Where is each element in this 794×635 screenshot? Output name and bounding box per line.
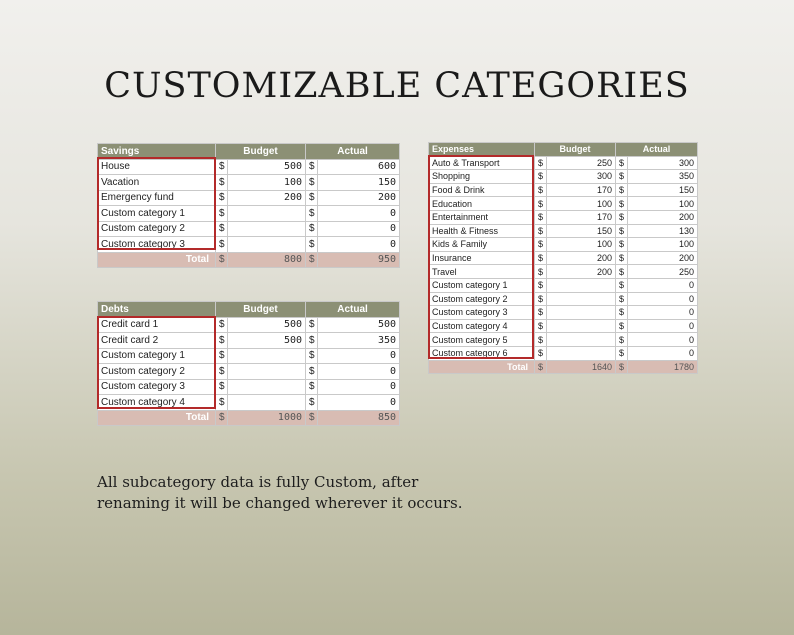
budget-value-cell[interactable] xyxy=(547,319,616,333)
column-header-category: Expenses xyxy=(429,143,535,157)
actual-value-cell[interactable]: 0 xyxy=(318,379,400,395)
actual-currency-cell[interactable]: $ xyxy=(616,346,628,360)
actual-currency-cell[interactable]: $ xyxy=(306,190,318,206)
budget-currency-cell[interactable]: $ xyxy=(216,237,228,253)
budget-value-cell[interactable]: 200 xyxy=(547,265,616,279)
budget-value-cell[interactable] xyxy=(547,306,616,320)
actual-value-cell[interactable]: 0 xyxy=(318,206,400,222)
category-name-cell[interactable]: Education xyxy=(429,197,535,211)
table-header-row xyxy=(98,144,400,160)
budget-currency-cell[interactable]: $ xyxy=(535,238,547,252)
total-actual-value: 950 xyxy=(318,252,400,268)
budget-value-cell[interactable] xyxy=(547,292,616,306)
table-row xyxy=(98,190,400,206)
actual-currency-cell[interactable]: $ xyxy=(306,348,318,364)
total-budget-value: 800 xyxy=(228,252,306,268)
budget-value-cell[interactable] xyxy=(228,206,306,222)
budget-currency-cell[interactable]: $ xyxy=(216,175,228,191)
actual-value-cell[interactable]: 200 xyxy=(318,190,400,206)
category-name-cell[interactable]: Custom category 3 xyxy=(98,379,216,395)
budget-currency-cell[interactable]: $ xyxy=(216,364,228,380)
actual-currency-cell[interactable]: $ xyxy=(306,159,318,175)
budget-value-cell[interactable]: 100 xyxy=(547,238,616,252)
budget-value-cell[interactable]: 150 xyxy=(547,224,616,238)
actual-currency-cell[interactable]: $ xyxy=(306,221,318,237)
table-row xyxy=(429,224,698,238)
total-actual-value: 850 xyxy=(318,410,400,426)
category-name-cell[interactable]: Custom category 1 xyxy=(98,348,216,364)
budget-currency-cell[interactable]: $ xyxy=(535,319,547,333)
column-header-budget: Budget xyxy=(216,302,306,318)
budget-value-cell[interactable]: 250 xyxy=(547,156,616,170)
actual-value-cell[interactable]: 150 xyxy=(628,183,698,197)
category-name-cell[interactable]: Custom category 4 xyxy=(98,395,216,411)
column-header-category: Savings xyxy=(98,144,216,160)
category-name-cell[interactable]: Custom category 3 xyxy=(429,306,535,320)
actual-currency-cell[interactable]: $ xyxy=(616,319,628,333)
actual-currency-cell[interactable]: $ xyxy=(306,237,318,253)
caption-line-2: renaming it will be changed wherever it occurs. xyxy=(97,494,463,512)
category-name-cell[interactable]: Credit card 2 xyxy=(98,333,216,349)
actual-value-cell[interactable]: 350 xyxy=(628,170,698,184)
actual-currency-cell[interactable]: $ xyxy=(616,210,628,224)
category-name-cell[interactable]: Food & Drink xyxy=(429,183,535,197)
budget-currency-cell[interactable]: $ xyxy=(535,292,547,306)
page-title: CUSTOMIZABLE CATEGORIES xyxy=(104,66,690,106)
table-row xyxy=(429,319,698,333)
actual-currency-cell[interactable]: $ xyxy=(616,224,628,238)
budget-currency-cell[interactable]: $ xyxy=(216,190,228,206)
budget-currency-cell[interactable]: $ xyxy=(535,265,547,279)
budget-value-cell[interactable] xyxy=(547,278,616,292)
budget-currency-cell[interactable]: $ xyxy=(216,317,228,333)
actual-value-cell[interactable]: 100 xyxy=(628,238,698,252)
total-actual-currency: $ xyxy=(306,410,318,426)
actual-value-cell[interactable]: 0 xyxy=(628,278,698,292)
actual-currency-cell[interactable]: $ xyxy=(616,251,628,265)
table-row xyxy=(98,379,400,395)
actual-value-cell[interactable]: 0 xyxy=(318,348,400,364)
actual-currency-cell[interactable]: $ xyxy=(306,175,318,191)
budget-value-cell[interactable] xyxy=(228,348,306,364)
budget-value-cell[interactable]: 500 xyxy=(228,333,306,349)
actual-currency-cell[interactable]: $ xyxy=(616,197,628,211)
budget-value-cell[interactable] xyxy=(228,221,306,237)
budget-value-cell[interactable] xyxy=(547,346,616,360)
actual-currency-cell[interactable]: $ xyxy=(306,206,318,222)
budget-value-cell[interactable] xyxy=(228,395,306,411)
actual-currency-cell[interactable]: $ xyxy=(306,317,318,333)
budget-value-cell[interactable] xyxy=(228,379,306,395)
actual-currency-cell[interactable]: $ xyxy=(306,395,318,411)
table-row xyxy=(429,183,698,197)
category-name-cell[interactable]: Custom category 2 xyxy=(98,221,216,237)
actual-value-cell[interactable]: 500 xyxy=(318,317,400,333)
category-name-cell[interactable]: Health & Fitness xyxy=(429,224,535,238)
budget-currency-cell[interactable]: $ xyxy=(216,206,228,222)
budget-currency-cell[interactable]: $ xyxy=(535,278,547,292)
total-budget-currency: $ xyxy=(216,410,228,426)
actual-currency-cell[interactable]: $ xyxy=(616,265,628,279)
total-row xyxy=(429,360,698,374)
category-name-cell[interactable]: Kids & Family xyxy=(429,238,535,252)
budget-value-cell[interactable]: 300 xyxy=(547,170,616,184)
total-actual-value: 1780 xyxy=(628,360,698,374)
table-row xyxy=(429,156,698,170)
budget-value-cell[interactable] xyxy=(228,364,306,380)
budget-value-cell[interactable]: 200 xyxy=(228,190,306,206)
column-header-budget: Budget xyxy=(535,143,616,157)
actual-currency-cell[interactable]: $ xyxy=(616,333,628,347)
actual-value-cell[interactable]: 0 xyxy=(318,395,400,411)
budget-currency-cell[interactable]: $ xyxy=(216,333,228,349)
budget-value-cell[interactable] xyxy=(228,237,306,253)
savings-table xyxy=(97,143,400,268)
category-name-cell[interactable]: Custom category 2 xyxy=(429,292,535,306)
budget-currency-cell[interactable]: $ xyxy=(535,210,547,224)
category-name-cell[interactable]: Auto & Transport xyxy=(429,156,535,170)
budget-currency-cell[interactable]: $ xyxy=(216,159,228,175)
total-budget-value: 1000 xyxy=(228,410,306,426)
table-row xyxy=(98,333,400,349)
actual-currency-cell[interactable]: $ xyxy=(306,333,318,349)
total-label: Total xyxy=(98,410,216,426)
table-row xyxy=(98,175,400,191)
table-row xyxy=(98,159,400,175)
actual-value-cell[interactable]: 100 xyxy=(628,197,698,211)
category-name-cell[interactable]: Custom category 4 xyxy=(429,319,535,333)
table-row xyxy=(429,251,698,265)
budget-currency-cell[interactable]: $ xyxy=(535,346,547,360)
category-name-cell[interactable]: Credit card 1 xyxy=(98,317,216,333)
category-name-cell[interactable]: House xyxy=(98,159,216,175)
table-row xyxy=(429,292,698,306)
column-header-actual: Actual xyxy=(616,143,698,157)
table-row xyxy=(98,348,400,364)
caption xyxy=(97,472,517,514)
category-name-cell[interactable]: Custom category 5 xyxy=(429,333,535,347)
budget-currency-cell[interactable]: $ xyxy=(216,379,228,395)
actual-value-cell[interactable]: 300 xyxy=(628,156,698,170)
category-name-cell[interactable]: Travel xyxy=(429,265,535,279)
category-name-cell[interactable]: Entertainment xyxy=(429,210,535,224)
category-name-cell[interactable]: Vacation xyxy=(98,175,216,191)
table-header-row xyxy=(98,302,400,318)
total-budget-currency: $ xyxy=(216,252,228,268)
category-name-cell[interactable]: Custom category 2 xyxy=(98,364,216,380)
actual-value-cell[interactable]: 0 xyxy=(318,364,400,380)
category-name-cell[interactable]: Custom category 3 xyxy=(98,237,216,253)
budget-currency-cell[interactable]: $ xyxy=(535,251,547,265)
budget-currency-cell[interactable]: $ xyxy=(535,306,547,320)
total-label: Total xyxy=(98,252,216,268)
budget-value-cell[interactable]: 500 xyxy=(228,159,306,175)
actual-value-cell[interactable]: 0 xyxy=(628,319,698,333)
table-row xyxy=(429,306,698,320)
table-row xyxy=(429,170,698,184)
table-row xyxy=(429,238,698,252)
actual-currency-cell[interactable]: $ xyxy=(616,170,628,184)
actual-currency-cell[interactable]: $ xyxy=(616,156,628,170)
total-row xyxy=(98,252,400,268)
total-budget-value: 1640 xyxy=(547,360,616,374)
actual-currency-cell[interactable]: $ xyxy=(616,238,628,252)
actual-value-cell[interactable]: 0 xyxy=(318,221,400,237)
budget-value-cell[interactable]: 500 xyxy=(228,317,306,333)
column-header-actual: Actual xyxy=(306,144,400,160)
debts-table xyxy=(97,301,400,426)
actual-value-cell[interactable]: 130 xyxy=(628,224,698,238)
column-header-category: Debts xyxy=(98,302,216,318)
actual-value-cell[interactable]: 0 xyxy=(628,292,698,306)
budget-value-cell[interactable]: 170 xyxy=(547,210,616,224)
actual-value-cell[interactable]: 150 xyxy=(318,175,400,191)
budget-currency-cell[interactable]: $ xyxy=(535,170,547,184)
actual-currency-cell[interactable]: $ xyxy=(616,183,628,197)
column-header-budget: Budget xyxy=(216,144,306,160)
total-actual-currency: $ xyxy=(306,252,318,268)
table-row xyxy=(429,346,698,360)
budget-currency-cell[interactable]: $ xyxy=(216,348,228,364)
table-row xyxy=(429,210,698,224)
table-row xyxy=(429,197,698,211)
category-name-cell[interactable]: Custom category 1 xyxy=(429,278,535,292)
budget-value-cell[interactable]: 100 xyxy=(547,197,616,211)
table-row xyxy=(98,317,400,333)
budget-currency-cell[interactable]: $ xyxy=(216,221,228,237)
total-budget-currency: $ xyxy=(535,360,547,374)
column-header-actual: Actual xyxy=(306,302,400,318)
total-label: Total xyxy=(429,360,535,374)
actual-value-cell[interactable]: 200 xyxy=(628,210,698,224)
budget-value-cell[interactable]: 100 xyxy=(228,175,306,191)
budget-currency-cell[interactable]: $ xyxy=(535,183,547,197)
table-row xyxy=(429,278,698,292)
budget-currency-cell[interactable]: $ xyxy=(535,333,547,347)
table-row xyxy=(98,364,400,380)
actual-currency-cell[interactable]: $ xyxy=(616,306,628,320)
category-name-cell[interactable]: Custom category 6 xyxy=(429,346,535,360)
expenses-table xyxy=(428,142,698,374)
budget-value-cell[interactable]: 170 xyxy=(547,183,616,197)
total-actual-currency: $ xyxy=(616,360,628,374)
actual-value-cell[interactable]: 350 xyxy=(318,333,400,349)
budget-currency-cell[interactable]: $ xyxy=(535,156,547,170)
total-row xyxy=(98,410,400,426)
category-name-cell[interactable]: Insurance xyxy=(429,251,535,265)
table-row xyxy=(429,333,698,347)
budget-currency-cell[interactable]: $ xyxy=(216,395,228,411)
budget-currency-cell[interactable]: $ xyxy=(535,224,547,238)
actual-value-cell[interactable]: 0 xyxy=(628,333,698,347)
actual-value-cell[interactable]: 0 xyxy=(318,237,400,253)
actual-value-cell[interactable]: 200 xyxy=(628,251,698,265)
budget-currency-cell[interactable]: $ xyxy=(535,197,547,211)
actual-value-cell[interactable]: 0 xyxy=(628,346,698,360)
table-row xyxy=(429,265,698,279)
category-name-cell[interactable]: Custom category 1 xyxy=(98,206,216,222)
category-name-cell[interactable]: Emergency fund xyxy=(98,190,216,206)
actual-value-cell[interactable]: 0 xyxy=(628,306,698,320)
actual-currency-cell[interactable]: $ xyxy=(616,292,628,306)
table-row xyxy=(98,237,400,253)
category-name-cell[interactable]: Shopping xyxy=(429,170,535,184)
budget-value-cell[interactable] xyxy=(547,333,616,347)
budget-value-cell[interactable]: 200 xyxy=(547,251,616,265)
actual-currency-cell[interactable]: $ xyxy=(616,278,628,292)
actual-value-cell[interactable]: 600 xyxy=(318,159,400,175)
table-row xyxy=(98,206,400,222)
caption-line-1: All subcategory data is fully Custom, after xyxy=(97,473,419,491)
actual-currency-cell[interactable]: $ xyxy=(306,364,318,380)
actual-currency-cell[interactable]: $ xyxy=(306,379,318,395)
table-row xyxy=(98,221,400,237)
table-row xyxy=(98,395,400,411)
actual-value-cell[interactable]: 250 xyxy=(628,265,698,279)
table-header-row xyxy=(429,143,698,157)
